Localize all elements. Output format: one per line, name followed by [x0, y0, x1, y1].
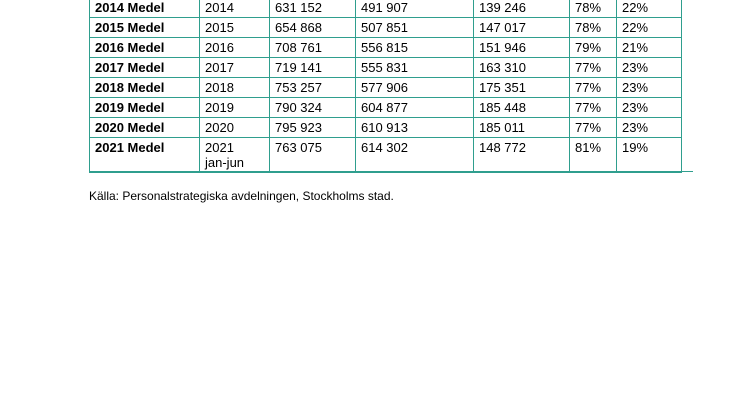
percent-b-cell-text: 23%: [622, 80, 649, 95]
value-a-cell-text: 614 302: [361, 140, 408, 155]
data-table: [89, 0, 682, 173]
percent-a-cell-text: 81%: [575, 140, 602, 155]
period-cell-text: 2019 Medel: [95, 100, 165, 115]
value-a-cell: [356, 138, 474, 173]
percent-a-cell-text: 77%: [575, 80, 602, 95]
percent-b-cell: [617, 38, 682, 58]
table-bottom-rule: [89, 171, 693, 172]
year-sub-text: jan-jun: [205, 155, 245, 170]
percent-a-cell: [570, 78, 617, 98]
period-cell: [90, 58, 200, 78]
total-cell: [270, 138, 356, 173]
value-a-cell: [356, 0, 474, 18]
percent-a-cell: [570, 98, 617, 118]
value-a-cell: [356, 58, 474, 78]
total-cell-text: 631 152: [275, 0, 322, 15]
percent-a-cell-text: 77%: [575, 100, 602, 115]
value-b-cell-text: 139 246: [479, 0, 526, 15]
total-cell: [270, 0, 356, 18]
period-cell-text: 2014 Medel: [95, 0, 165, 15]
year-cell-text: 2016: [205, 40, 234, 55]
percent-a-cell-text: 78%: [575, 20, 602, 35]
percent-a-cell: [570, 138, 617, 173]
total-cell-text: 654 868: [275, 20, 322, 35]
year-cell: [200, 138, 270, 173]
table-row: [90, 0, 682, 18]
value-b-cell: [474, 58, 570, 78]
percent-a-cell-text: 78%: [575, 0, 602, 15]
year-cell-text: 2014: [205, 0, 234, 15]
value-a-cell-text: 491 907: [361, 0, 408, 15]
table-row: [90, 118, 682, 138]
table-row: [90, 98, 682, 118]
value-b-cell: [474, 138, 570, 173]
period-cell-text: 2020 Medel: [95, 120, 165, 135]
percent-a-cell-text: 77%: [575, 120, 602, 135]
percent-b-cell: [617, 98, 682, 118]
value-b-cell: [474, 18, 570, 38]
year-cell: [200, 0, 270, 18]
total-cell: [270, 118, 356, 138]
year-cell-text: 2019: [205, 100, 234, 115]
value-b-cell: [474, 38, 570, 58]
value-b-cell: [474, 118, 570, 138]
year-cell: [200, 18, 270, 38]
value-b-cell-text: 151 946: [479, 40, 526, 55]
percent-a-cell: [570, 18, 617, 38]
value-a-cell-text: 604 877: [361, 100, 408, 115]
percent-b-cell: [617, 118, 682, 138]
year-cell-text: 2018: [205, 80, 234, 95]
total-cell: [270, 58, 356, 78]
value-a-cell: [356, 38, 474, 58]
year-cell: [200, 78, 270, 98]
year-cell-text: 2015: [205, 20, 234, 35]
value-b-cell-text: 147 017: [479, 20, 526, 35]
value-a-cell-text: 610 913: [361, 120, 408, 135]
percent-b-cell-text: 19%: [622, 140, 649, 155]
total-cell: [270, 38, 356, 58]
table-row: [90, 58, 682, 78]
period-cell-text: 2021 Medel: [95, 140, 165, 155]
table-row: [90, 78, 682, 98]
period-cell: [90, 38, 200, 58]
percent-a-cell-text: 77%: [575, 60, 602, 75]
value-b-cell-text: 163 310: [479, 60, 526, 75]
total-cell-text: 795 923: [275, 120, 322, 135]
value-b-cell-text: 185 448: [479, 100, 526, 115]
table-row: [90, 18, 682, 38]
year-cell-text: 2021: [205, 140, 234, 155]
percent-a-cell: [570, 38, 617, 58]
year-cell-text: 2020: [205, 120, 234, 135]
total-cell: [270, 78, 356, 98]
period-cell-text: 2017 Medel: [95, 60, 165, 75]
percent-a-cell: [570, 118, 617, 138]
value-a-cell-text: 507 851: [361, 20, 408, 35]
value-b-cell-text: 148 772: [479, 140, 526, 155]
value-a-cell: [356, 18, 474, 38]
percent-b-cell: [617, 138, 682, 173]
table-row: [90, 138, 682, 173]
total-cell-text: 790 324: [275, 100, 322, 115]
total-cell-text: 719 141: [275, 60, 322, 75]
percent-b-cell-text: 22%: [622, 20, 649, 35]
percent-b-cell-text: 23%: [622, 100, 649, 115]
percent-b-cell: [617, 58, 682, 78]
total-cell-text: 708 761: [275, 40, 322, 55]
value-b-cell-text: 185 011: [479, 120, 526, 135]
period-cell-text: 2016 Medel: [95, 40, 165, 55]
period-cell: [90, 18, 200, 38]
percent-a-cell-text: 79%: [575, 40, 602, 55]
source-note: Källa: Personalstrategiska avdelningen, Stockholms stad.: [89, 189, 394, 203]
value-a-cell: [356, 78, 474, 98]
year-cell: [200, 118, 270, 138]
value-a-cell: [356, 98, 474, 118]
percent-a-cell: [570, 58, 617, 78]
percent-b-cell-text: 21%: [622, 40, 649, 55]
percent-b-cell-text: 22%: [622, 0, 649, 15]
percent-b-cell-text: 23%: [622, 120, 649, 135]
value-a-cell: [356, 118, 474, 138]
period-cell: [90, 138, 200, 173]
value-a-cell-text: 555 831: [361, 60, 408, 75]
total-cell: [270, 98, 356, 118]
period-cell-text: 2015 Medel: [95, 20, 165, 35]
year-cell: [200, 98, 270, 118]
percent-b-cell: [617, 78, 682, 98]
total-cell-text: 753 257: [275, 80, 322, 95]
percent-b-cell: [617, 18, 682, 38]
period-cell: [90, 118, 200, 138]
table-row: [90, 38, 682, 58]
value-b-cell: [474, 0, 570, 18]
period-cell: [90, 78, 200, 98]
table-body: [90, 0, 682, 173]
year-cell: [200, 38, 270, 58]
year-cell: [200, 58, 270, 78]
percent-b-cell-text: 23%: [622, 60, 649, 75]
total-cell-text: 763 075: [275, 140, 322, 155]
period-cell: [90, 98, 200, 118]
value-b-cell: [474, 98, 570, 118]
value-b-cell-text: 175 351: [479, 80, 526, 95]
data-table-container: [89, 0, 682, 173]
period-cell: [90, 0, 200, 18]
percent-a-cell: [570, 0, 617, 18]
value-a-cell-text: 577 906: [361, 80, 408, 95]
year-cell-text: 2017: [205, 60, 234, 75]
percent-b-cell: [617, 0, 682, 18]
value-a-cell-text: 556 815: [361, 40, 408, 55]
total-cell: [270, 18, 356, 38]
period-cell-text: 2018 Medel: [95, 80, 165, 95]
value-b-cell: [474, 78, 570, 98]
